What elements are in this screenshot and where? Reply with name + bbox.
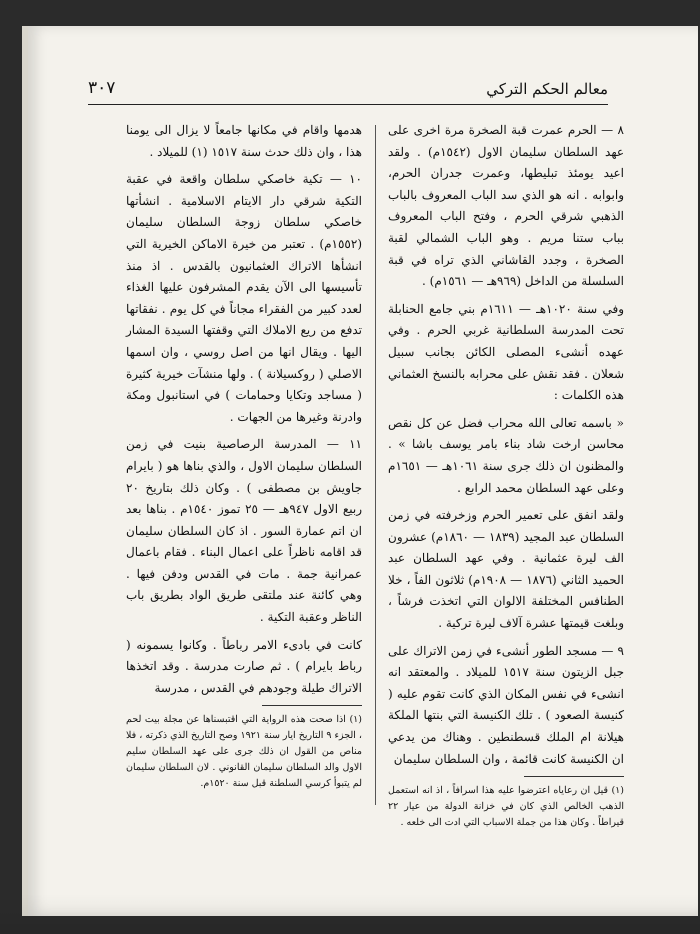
footnote-rule: [524, 776, 624, 777]
paragraph-restoration: ولقد انفق على تعمير الحرم وزخرفته في زمن السلطان عبد المجيد (١٨٣٩ — ١٨٦٠م) عشرون الف ليرة عثمانية . وفي عهد السلطان عبد الحميد الثاني (١٨٧٦ — ١٩٠٨م) ثلاثون الفاً ، خلا الطنافس المختلفة الالوان التي اتخذت فرشاً ، وبلغت قيمتها عشرة آلاف ليرة تركية .: [388, 508, 625, 631]
footnote: (١) قيل ان رعاياه اعترضوا عليه هذا اسرافاً ، اذ انه استعمل الذهب الخالص الذي كان في خزانة الدولة من عيار ٢٢ قيراطاً . وكان هذا من جملة الاسباب التي ادت الى خلعه .: [388, 785, 624, 829]
paragraph-takiyya: ١٠ — تكية خاصكي سلطان واقعة في عقبة التكية شرقي دار الايتام الاسلامية . انشأتها خاصكي سلطان زوجة السلطان سليمان (١٥٥٢م) . تعتبر من خيرة الاماكن الخيرية التي انشأها الاتراك العثمانيون بالقدس . اذ منذ تأسيسها الى الآن يقدم المشرفون عليها الغذاء لعدد كبير من الفقراء مجاناً في كل يوم . نفقاتها تدفع من ريع الاملاك التي وقفتها السيدة المشار اليها . ويقال انها من اصل روسي ، وان اسمها الاصلي ( روكسيلانة ) . ولها منشآت خيرية كثيرة ( مساجد وتكايا وحمامات ) في استانبول ومكة وادرنة وغيرها من الجهات .: [126, 172, 362, 424]
paragraph-hanabila: وفي سنة ١٠٢٠هـ — ١٦١١م بني جامع الحنابلة تحت المدرسة السلطانية غربي الحرم . وفي عهده أنشىء المصلى الكائن بجانب سبيل شعلان . فقد نقش على محرابه بالنسخ العثماني هذه الكلمات :: [388, 301, 624, 403]
footnote: (١) اذا صحت هذه الرواية التي اقتبسناها عن مجلة بيت لحم ، الجزء ٩ التاريخ ايار سنة ١٩٢١ وصح التاريخ الذي ذكرته ، فلا مناص من القول ان ذلك جرى على عهد السلطان سليم الاول والد السلطان سليمان القانوني . لان السلطان سليمان لم يتبوأ كرسي السلطنة قبل سنة ١٥٢٠م.: [126, 714, 362, 790]
paragraph-continuation: هدمها واقام في مكانها جامعاً لا يزال الى يومنا هذا ، وان ذلك حدث سنة ١٥١٧ (١) للميلاد .: [126, 123, 362, 159]
page-header: [88, 70, 608, 98]
page-edge-shadow: [0, 894, 700, 934]
column-divider: [375, 125, 376, 805]
right-column: [388, 120, 624, 837]
left-column: [126, 120, 362, 798]
page-number: ٣٠٧: [88, 78, 116, 98]
paragraph-ribat: كانت في بادىء الامر رباطاً . وكانوا يسمونه ( رباط بايرام ) . ثم صارت مدرسة . وقد اتخذها الاتراك طيلة وجودهم في القدس ، مدرسة: [126, 637, 362, 695]
paragraph-haram: ٨ — الحرم عمرت قبة الصخرة مرة اخرى على عهد السلطان سليمان الاول (١٥٤٢م) . ولقد اعيد يومئذ تبليطها، وعمرت جدران الحرم، وابوابه . انه هو الذي سد الباب المعروف بالباب الذهبي شرقي الحرم ، وفتح الباب المعروف بباب ستنا مريم . وهو الباب الشمالي لقبة الصخرة ، وجدد القاشاني الذي تراه في قبة السلسلة من الداخل (٩٦٩هـ — ١٥٦١م) .: [388, 123, 625, 289]
paragraph-rasasiyya: ١١ — المدرسة الرصاصية بنيت في زمن السلطان سليمان الاول ، والذي بناها هو ( بايرام جاويش بن مصطفى ) . وكان ذلك بتاريخ ٢٠ ربيع الاول ٩٤٧هـ — ٢٥ تموز ١٥٤٠م . بناها بعد ان اتم عمارة السور . اذ كان السلطان سليمان قد اقامه ناظراً على اعمال البناء . فقام باعمال عمرانية جمة . مات في القدس ودفن فيها . وهي كائنة عند ملتقى طريق الواد بطريق باب الناظر وعقبة التكية .: [126, 437, 363, 625]
paragraph-inscription: « باسمه تعالى الله محراب فضل عن كل نقص محاسن ارخت شاد بناء بامر يوسف باشا » . والمظنون ان ذلك جرى سنة ١٠٦١هـ — ١٦٥١م وعلى عهد السلطان محمد الرابع .: [388, 415, 624, 495]
header-rule: [88, 104, 608, 105]
running-title: معالم الحكم التركي: [486, 80, 608, 98]
paragraph-masjid-altur: ٩ — مسجد الطور أنشىء في زمن الاتراك على جبل الزيتون سنة ١٥١٧ للميلاد . والمعتقد انه انشىء في نفس المكان الذي كانت تقوم عليه ( كنيسة الصعود ) . تلك الكنيسة التي بنتها الملكة هيلانة ام الملك قسطنطين . وهناك من يدعي ان الكنيسة كانت قائمة ، وان السلطان سليمان: [388, 643, 625, 766]
footnote-rule: [262, 705, 362, 706]
